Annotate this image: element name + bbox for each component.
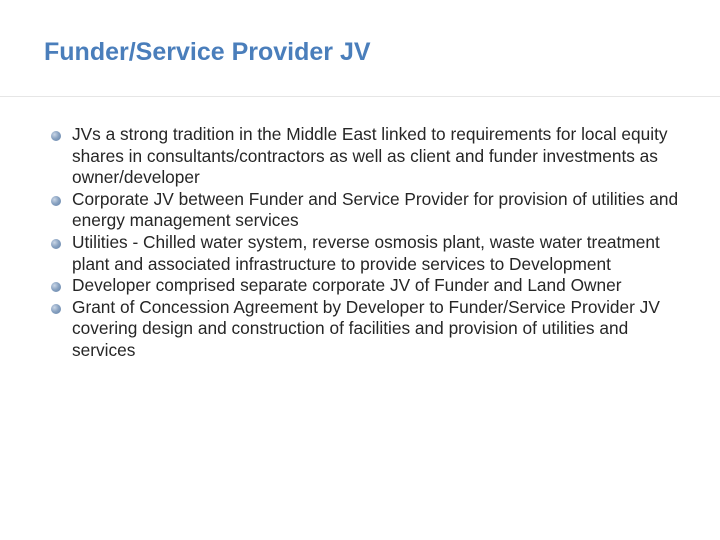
bullet-text: JVs a strong tradition in the Middle East linked to requirements for local equity shares in consultants/contractors as well as client and funder investments as owner/developer: [72, 124, 668, 188]
list-item: [50, 297, 690, 362]
list-item: [50, 232, 690, 275]
list-item: [50, 275, 690, 297]
title-divider: [0, 96, 720, 97]
bullet-text: Corporate JV between Funder and Service Provider for provision of utilities and energy management services: [72, 188, 679, 231]
list-item: [50, 189, 690, 232]
bullet-text: Utilities - Chilled water system, reverse osmosis plant, waste water treatment plant and associated infrastructure to provide services to Development: [72, 231, 660, 274]
bullet-icon: [51, 239, 61, 249]
bullet-icon: [51, 304, 61, 314]
bullet-text: Grant of Concession Agreement by Developer to Funder/Service Provider JV covering design and construction of facilities and provision of utilities and services: [72, 296, 660, 360]
list-item: [50, 124, 690, 189]
slide-title: Funder/Service Provider JV: [44, 38, 371, 66]
bullet-icon: [51, 282, 61, 292]
bullet-icon: [51, 131, 61, 141]
bullet-list: [50, 124, 690, 362]
bullet-icon: [51, 196, 61, 206]
bullet-text: Developer comprised separate corporate JV of Funder and Land Owner: [72, 275, 622, 296]
